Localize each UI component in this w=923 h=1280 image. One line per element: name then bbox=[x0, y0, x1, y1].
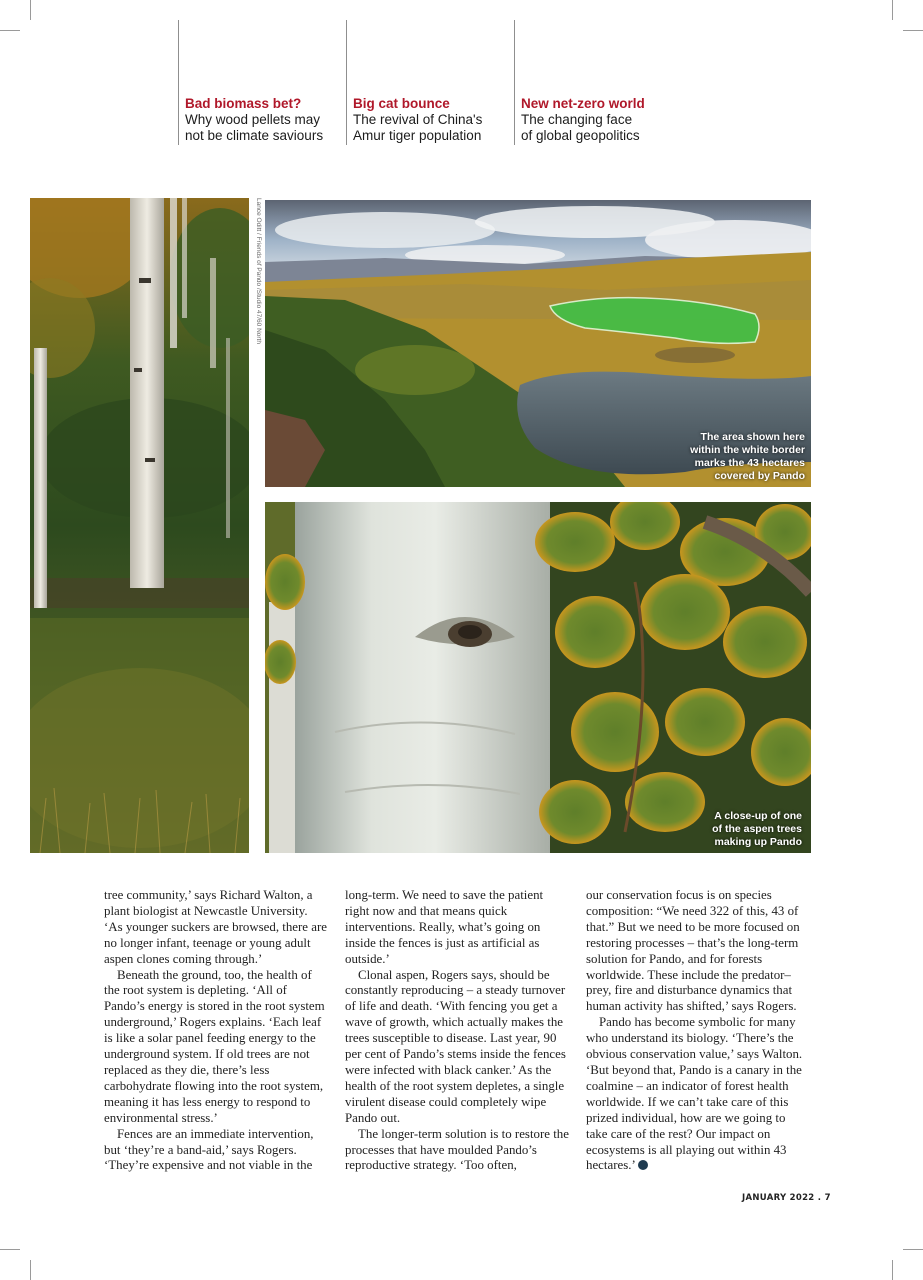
teaser-text: of global geopolitics bbox=[521, 128, 640, 143]
paragraph: Clonal aspen, Rogers says, should be constantly reproducing – a steady turnover of life and death. ‘With fencing you get a wave of growth, which actually makes the trees susceptible to disease. Last year, 90 per cent of Pando’s stems inside the fences were infected with black canker.’ As the health of the root system depletes, a single virulent disease could completely wipe Pando out. bbox=[345, 967, 566, 1125]
paragraph: tree community,’ says Richard Walton, a plant biologist at Newcastle University. ‘As younger suckers are browsed, there are no longer infant, teenage or young adult aspen clones coming through.’ bbox=[104, 888, 327, 966]
photo-credit: Lance Oditt / Friends of Pando /Studio 47/60 North bbox=[255, 198, 262, 344]
teaser-title: Bad biomass bet? bbox=[185, 96, 302, 111]
closeup-caption bbox=[645, 810, 802, 849]
paragraph: long-term. We need to save the patient right now and that means quick interventions. Really, what’s going on inside the fences is just as artificial as outside.’ bbox=[345, 888, 544, 966]
caption-line: The area shown here bbox=[700, 431, 805, 443]
page-folio: JANUARY 2022 . 7 bbox=[742, 1193, 831, 1203]
caption-line: within the white border bbox=[690, 444, 805, 456]
crop-mark bbox=[903, 30, 923, 31]
teaser-net-zero[interactable] bbox=[514, 20, 674, 145]
crop-mark bbox=[30, 0, 31, 20]
caption-line: of the aspen trees bbox=[712, 823, 802, 835]
end-mark-icon bbox=[638, 1160, 648, 1170]
paragraph-text: Pando has become symbolic for many who understand its biology. ‘There’s the obvious conservation value,’ says Walton. ‘But beyond that, Pando is a canary in the coalmine – an indicator of forest health worldwide. If we can’t take care of this prized individual, how are we going to take care of the rest? Our impact on ecosystems is all playing out within 43 hectares.’ bbox=[586, 1015, 803, 1173]
paragraph: our conservation focus is on species composition: “We need 322 of this, 43 of that.” But we need to be more focused on restoring processes – that’s the long-term solution for Pando, and for forests worldwide. These include the predator–prey, fire and disturbance dynamics that human activity has shifted,’ says Rogers. bbox=[586, 888, 800, 1014]
crop-mark bbox=[0, 30, 20, 31]
aerial-caption bbox=[630, 431, 805, 483]
paragraph: Beneath the ground, too, the health of the root system is depleting. ‘All of Pando’s energy is stored in the root system underground,’ Rogers explains. ‘Each leaf is like a solar panel feeding energy to the underground system. If old trees are not replaced as they die, there’s less carbohydrate flowing into the root system, meaning it has less energy to respond to environmental stress.’ bbox=[104, 967, 325, 1125]
crop-mark bbox=[903, 1249, 923, 1250]
teaser-text: Amur tiger population bbox=[353, 128, 482, 143]
caption-line: covered by Pando bbox=[714, 470, 805, 482]
paragraph: The longer-term solution is to restore the processes that have moulded Pando’s reproductive strategy. ‘Too often, bbox=[345, 1126, 569, 1173]
crop-mark bbox=[0, 1249, 20, 1250]
article-column-2 bbox=[345, 888, 569, 1174]
teaser-text: not be climate saviours bbox=[185, 128, 324, 143]
crop-mark bbox=[892, 0, 893, 20]
teaser-big-cat[interactable] bbox=[346, 20, 506, 145]
teaser-text: The revival of China's bbox=[353, 112, 483, 127]
article-column-3 bbox=[586, 888, 810, 1174]
teaser-title: New net-zero world bbox=[521, 96, 645, 111]
crop-mark bbox=[892, 1260, 893, 1280]
article-column-1 bbox=[104, 888, 328, 1174]
teaser-text: The changing face bbox=[521, 112, 633, 127]
aspen-forest-photo bbox=[30, 198, 249, 853]
paragraph: Fences are an immediate intervention, but ‘they’re a band-aid,’ says Rogers. ‘They’re expensive and not viable in the bbox=[104, 1126, 314, 1173]
teaser-title: Big cat bounce bbox=[353, 96, 450, 111]
teaser-biomass[interactable] bbox=[178, 20, 338, 145]
crop-mark bbox=[30, 1260, 31, 1280]
teaser-text: Why wood pellets may bbox=[185, 112, 321, 127]
aspen-closeup-photo bbox=[265, 502, 811, 853]
caption-line: marks the 43 hectares bbox=[694, 457, 805, 469]
caption-line: A close-up of one bbox=[714, 810, 802, 822]
paragraph bbox=[586, 1015, 810, 1174]
caption-line: making up Pando bbox=[714, 836, 802, 848]
